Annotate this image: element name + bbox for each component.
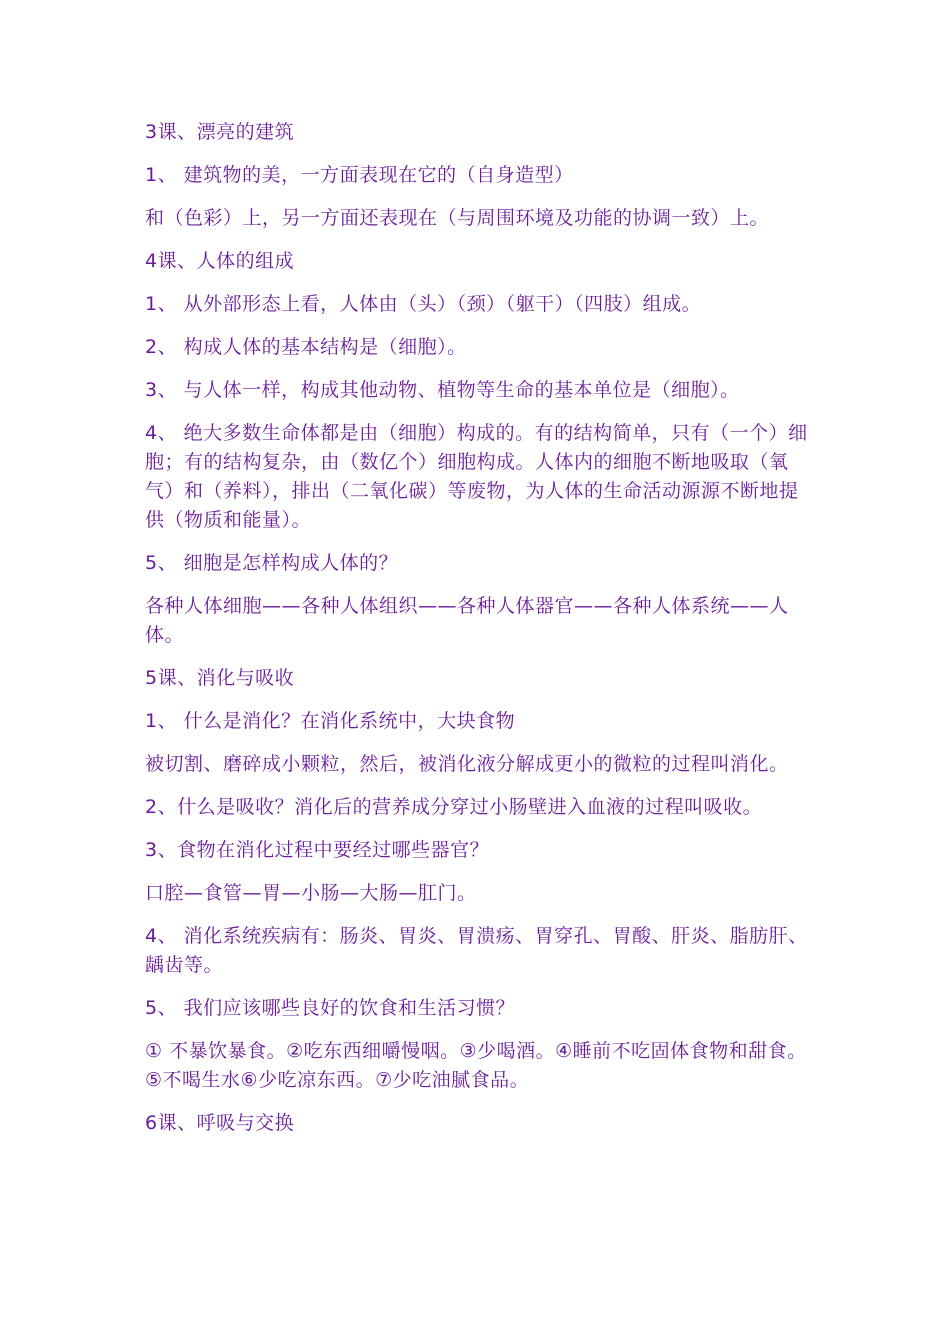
lesson-heading: 3课、漂亮的建筑 bbox=[145, 121, 295, 143]
paragraph: 3、食物在消化过程中要经过哪些器官？ bbox=[145, 839, 490, 861]
paragraph: 5、 我们应该哪些良好的饮食和生活习惯？ bbox=[145, 997, 516, 1019]
paragraph: 1、 从外部形态上看，人体由（头）（颈）（躯干）（四肢）组成。 bbox=[145, 293, 702, 315]
paragraph: 4、 消化系统疾病有：肠炎、胃炎、胃溃疡、胃穿孔、胃酸、肝炎、脂肪肝、龋齿等。 bbox=[145, 925, 808, 976]
paragraph: 各种人体细胞——各种人体组织——各种人体器官——各种人体系统——人体。 bbox=[145, 595, 789, 646]
paragraph: 5、 细胞是怎样构成人体的？ bbox=[145, 552, 399, 574]
paragraph: 3、 与人体一样，构成其他动物、植物等生命的基本单位是（细胞）。 bbox=[145, 379, 740, 401]
paragraph: 1、 建筑物的美，一方面表现在它的（自身造型） bbox=[145, 164, 574, 186]
paragraph: 被切割、磨碎成小颗粒，然后，被消化液分解成更小的微粒的过程叫消化。 bbox=[145, 753, 789, 775]
document-page bbox=[145, 118, 810, 1152]
lesson-heading: 4课、人体的组成 bbox=[145, 250, 295, 272]
paragraph: 4、 绝大多数生命体都是由（细胞）构成的。有的结构简单，只有（一个）细胞；有的结构复杂，由（数亿个）细胞构成。人体内的细胞不断地吸取（氧气）和（养料），排出（二氧化碳）等废物，为人体的生命活动源源不断地提供（物质和能量）。 bbox=[145, 422, 808, 531]
paragraph: 1、 什么是消化？在消化系统中，大块食物 bbox=[145, 710, 516, 732]
paragraph: 2、什么是吸收？消化后的营养成分穿过小肠壁进入血液的过程叫吸收。 bbox=[145, 796, 763, 818]
paragraph: 口腔—食管—胃—小肠—大肠—肛门。 bbox=[145, 882, 477, 904]
lesson-heading: 5课、消化与吸收 bbox=[145, 667, 295, 689]
paragraph: ① 不暴饮暴食。②吃东西细嚼慢咽。③少喝酒。④睡前不吃固体食物和甜食。⑤不喝生水⑥少吃凉东西。⑦少吃油腻食品。 bbox=[145, 1040, 807, 1091]
paragraph: 和（色彩）上，另一方面还表现在（与周围环境及功能的协调一致）上。 bbox=[145, 207, 770, 229]
lesson-heading: 6课、呼吸与交换 bbox=[145, 1112, 295, 1134]
paragraph: 2、 构成人体的基本结构是（细胞）。 bbox=[145, 336, 467, 358]
